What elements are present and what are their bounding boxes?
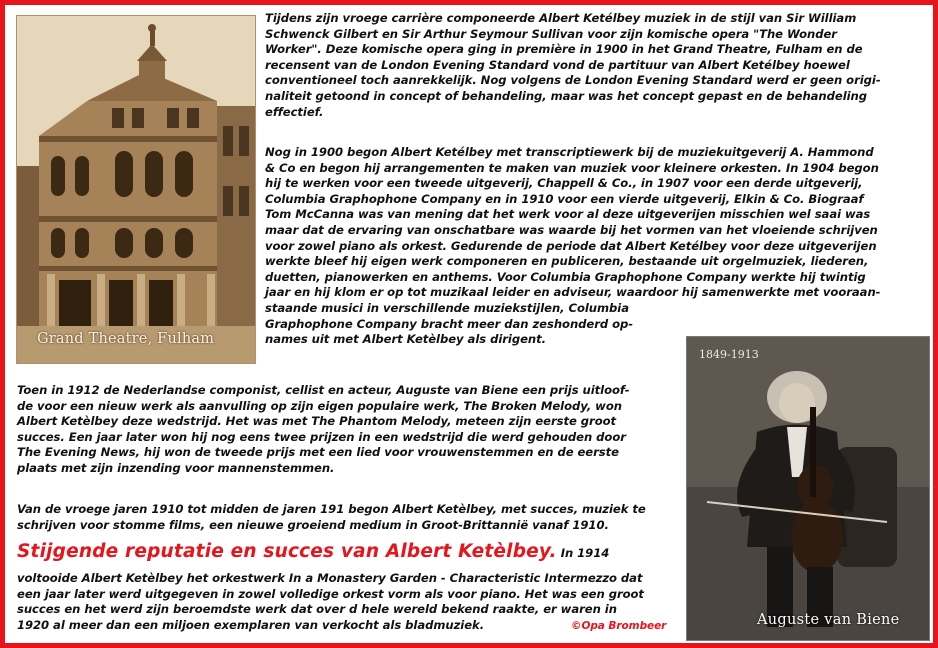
text-line: Columbia Graphophone Company en in 1910 voor een vierde uitgeverij, Elkin & Co. Biograaf [265, 191, 864, 206]
text-line: de voor een nieuw werk als aanvulling op zijn eigen populaire werk, The Broken Melody, won [17, 398, 622, 413]
copyright-label: ©Opa Brombeer [571, 620, 667, 632]
grand-theatre-illustration [17, 16, 255, 363]
text-line: naliteit getoond in concept of behandeling, maar was het concept gepast en de behandeling [265, 89, 867, 103]
auguste-van-biene-illustration [687, 337, 929, 640]
text-line: conventioneel toch aanrekkelijk. Nog volgens de London Evening Standard werd er geen origi- [265, 73, 881, 88]
auguste-van-biene-photo [686, 336, 930, 641]
text-line: maar dat de ervaring van onschatbare was waarde bij het vormen van het vloeiende schrijven [265, 223, 878, 237]
text-line: hij te werken voor een tweede uitgeverij, Chappell & Co., in 1907 voor een derde uitgeverij, [265, 176, 863, 191]
text-line: jaar en hij klom er op tot muzikaal leider en adviseur, waardoor hij samenwerkte met vooraan- [265, 285, 881, 300]
text-line: recensent van de London Evening Standard vond de partituur van Albert Ketélbey hoewel [265, 57, 850, 72]
text-line: effectief. [265, 104, 324, 119]
text-line: duetten, pianowerken en anthems. Voor Columbia Graphophone Company werkte hij twintig [265, 269, 866, 284]
text-line: Toen in 1912 de Nederlandse componist, cellist en acteur, Auguste van Biene een prijs uitloof- [17, 383, 630, 397]
heading-tail-text: In 1914 [560, 546, 610, 560]
text-line: Worker". Deze komische opera ging in première in 1900 in het Grand Theatre, Fulham en de [265, 42, 863, 57]
portrait-years: 1849-1913 [699, 348, 759, 361]
text-line: Nog in 1900 begon Albert Ketélbey met transcriptiewerk bij de muziekuitgeverij A. Hammond [265, 145, 874, 159]
text-line: werkte bleef hij eigen werk componeren en publiceren, bestaande uit orgelmuziek, liederen, [265, 254, 869, 269]
section-heading-row [17, 540, 609, 565]
text-line: een jaar later werd uitgegeven in zowel volledige orkest vorm als voor piano. Het was een groot [17, 586, 644, 601]
grand-theatre-caption: Grand Theatre, Fulham [37, 331, 215, 347]
grand-theatre-photo [16, 15, 256, 364]
text-line: Tijdens zijn vroege carrière componeerde Albert Ketélbey muziek in de stijl van Sir William [265, 11, 857, 25]
text-line: & Co en begon hij arrangementen te maken van muziek voor kleinere orkesten. In 1904 begon [265, 160, 879, 175]
text-line: Van de vroege jaren 1910 tot midden de jaren 191 begon Albert Ketèlbey, met succes, muziek te [17, 502, 646, 516]
text-line: succes. Een jaar later won hij nog eens twee prijzen in een wedstrijd die werd gehouden door [17, 429, 626, 444]
text-line: Graphophone Company bracht meer dan zeshonderd op- [265, 316, 634, 331]
text-line: Albert Ketèlbey deze wedstrijd. Het was met The Phantom Melody, meteen zijn eerste groot [17, 414, 617, 429]
text-line: Schwenck Gilbert en Sir Arthur Seymour Sullivan voor zijn komische opera "The Wonder [265, 26, 837, 41]
text-line: staande musici in verschillende muziekstijlen, Columbia [265, 301, 629, 315]
text-line: voor zowel piano als orkest. Gedurende de periode dat Albert Ketélbey voor deze uitgeverijen [265, 238, 877, 253]
section-heading: Stijgende reputatie en succes van Albert Ketèlbey. [17, 541, 557, 562]
text-line: The Evening News, hij won de tweede prijs met een lied voor vrouwenstemmen en de eerste [17, 445, 619, 460]
portrait-caption: Auguste van Biene [757, 612, 900, 628]
text-line: names uit met Albert Ketèlbey als dirigent. [265, 332, 546, 347]
text-line: 1920 al meer dan een miljoen exemplaren van verkocht als bladmuziek. [17, 617, 485, 632]
text-line: plaats met zijn inzending voor mannenstemmen. [17, 461, 335, 475]
text-line: succes en het werd zijn beroemdste werk dat over d hele wereld bekend raakte, er waren in [17, 602, 617, 617]
text-line: voltooide Albert Ketèlbey het orkestwerk In a Monastery Garden - Characteristic Intermezzo dat [17, 571, 643, 585]
text-line: schrijven voor stomme films, een nieuwe groeiend medium in Groot-Brittannië vanaf 1910. [17, 517, 609, 532]
text-line: Tom McCanna was van mening dat het werk voor al deze uitgeverijen misschien wel saai was [265, 207, 871, 222]
